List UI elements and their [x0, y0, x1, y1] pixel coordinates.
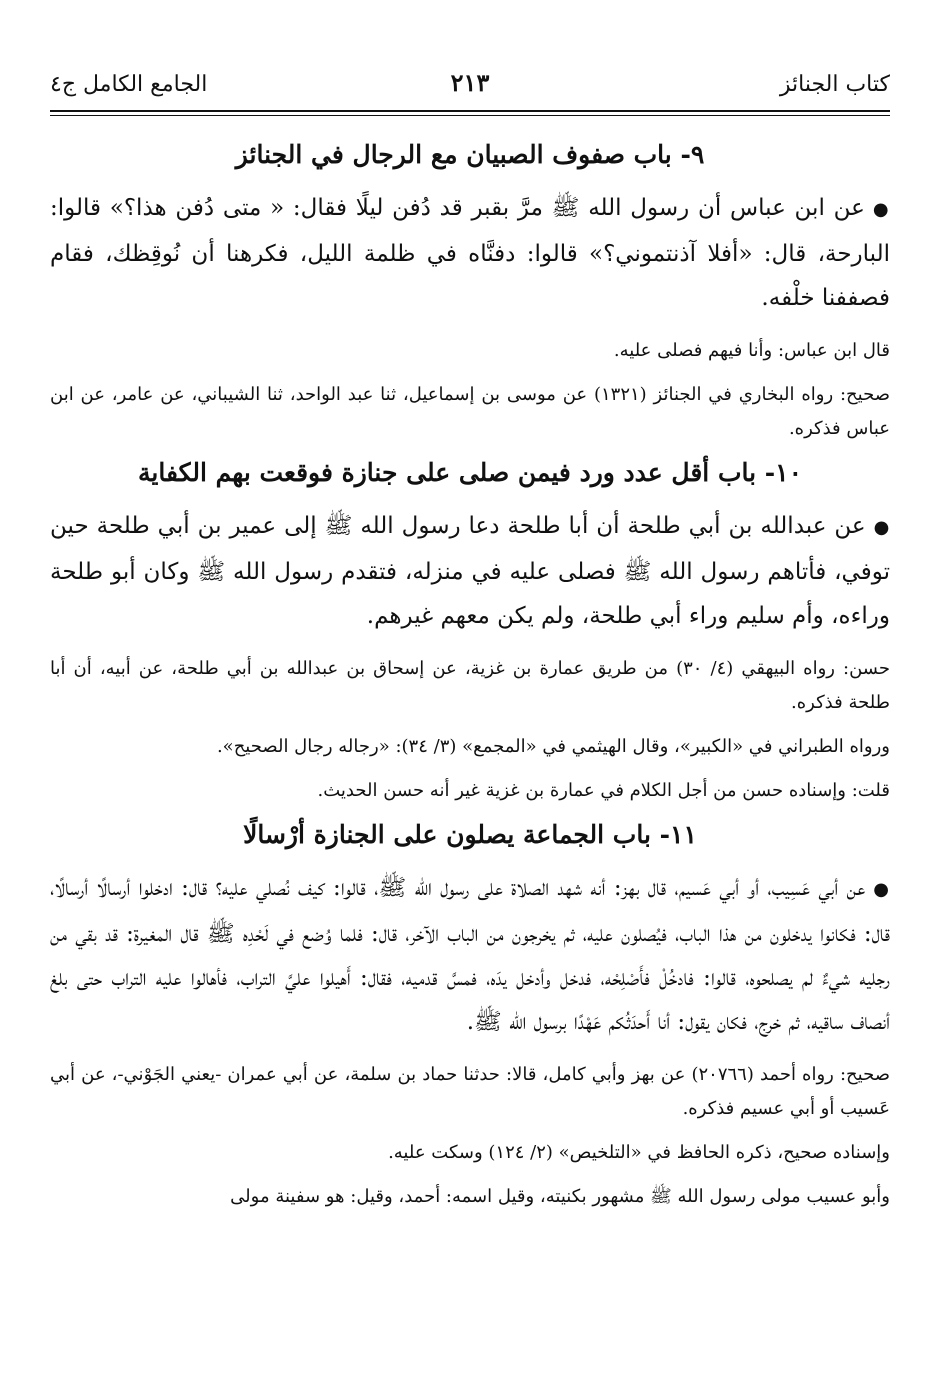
work-title: الجامع الكامل ج٤ — [50, 72, 208, 97]
bullet-icon: ● — [873, 517, 890, 538]
commentary-note: صحيح: رواه البخاري في الجنائز (١٣٢١) عن موسى بن إسماعيل، ثنا عبد الواحد، ثنا الشيباني، عن عامر، عن ابن عباس فذكره. — [50, 384, 890, 439]
bullet-icon: ● — [873, 879, 890, 900]
section-heading: ٩- باب صفوف الصبيان مع الرجال في الجنائز — [235, 140, 705, 169]
commentary-note: ورواه الطبراني في «الكبير»، وقال الهيثمي في «المجمع» (٣/ ٣٤): «رجاله رجال الصحيح». — [216, 736, 890, 757]
section-heading: ١٠- باب أقل عدد ورد فيمن صلى على جنازة فوقعت بهم الكفاية — [137, 458, 803, 487]
hadith-body: عن أبي عَسِيب، أو أبي عَسيم، قال بهز: أنه شهد الصلاة على رسول الله ﷺ، قالوا: كيف نُصلي عليه؟ قال: ادخلوا أرسالًا أرسالًا، قال: فكانوا يدخلون من هذا الباب، فيُصلون عليه، ثم يخرجون من الباب الآخر، قال: فلما وُضع في لَحْدِه ﷺ قال المغيرة: قد بقي من رجليه شيءٌ لم يصلحوه، قالوا: فادخُلْ فأَصْلِحْه، فدخل وأدخل يدَه، فمسَّ قدميه، فقال: أَهيلوا عليَّ التراب، فأهالوا عليه التراب حتى بلغ أنصاف ساقيه، ثم خرج، فكان يقول: أنا أَحدَثُكم عَهْدًا برسول الله ﷺ. — [50, 875, 890, 1035]
bullet-icon: ● — [872, 199, 890, 220]
section-heading: ١١- باب الجماعة يصلون على الجنازة أرْسالًا — [243, 820, 697, 849]
page-content — [50, 138, 890, 1224]
commentary-note: وإسناده صحيح، ذكره الحافظ في «التلخيص» (٢/ ١٢٤) وسكت عليه. — [388, 1142, 890, 1163]
commentary-note: قلت: وإسناده حسن من أجل الكلام في عمارة بن غزية غير أنه حسن الحديث. — [317, 780, 890, 801]
hadith-text — [50, 186, 890, 320]
running-head — [50, 66, 890, 106]
commentary-note: قال ابن عباس: وأنا فيهم فصلى عليه. — [613, 340, 890, 361]
commentary-note: صحيح: رواه أحمد (٢٠٧٦٦) عن بهز وأبي كامل، قالا: حدثنا حماد بن سلمة، عن أبي عمران -يعني الجَوْني-، عن أبي عَسيب أو أبي عسيم فذكره. — [50, 1064, 890, 1119]
commentary-note: حسن: رواه البيهقي (٤/ ٣٠) من طريق عمارة بن غزية، عن إسحاق بن عبدالله بن أبي طلحة، عن أبيه، أن أبا طلحة فذكره. — [50, 658, 890, 713]
hadith-text — [50, 866, 890, 1044]
commentary-note: وأبو عسيب مولى رسول الله ﷺ مشهور بكنيته، وقيل اسمه: أحمد، وقيل: هو سفينة مولى — [230, 1186, 890, 1207]
header-rule-thin — [50, 115, 890, 116]
hadith-body: عن ابن عباس أن رسول الله ﷺ مرَّ بقبر قد دُفن ليلًا فقال: « متى دُفن هذا؟» قالوا: البارحة، قال: «أفلا آذنتموني؟» قالوا: دفنَّاه في ظلمة الليل، فكرهنا أن نُوقِظك، فقام فصففنا خلْفه. — [50, 195, 890, 311]
page-number: ٢١٣ — [450, 68, 490, 97]
hadith-body: عن عبدالله بن أبي طلحة أن أبا طلحة دعا رسول الله ﷺ إلى عمير بن أبي طلحة حين توفي، فأتاهم رسول الله ﷺ فصلى عليه في منزله، فتقدم رسول الله ﷺ وكان أبو طلحة وراءه، وأم سليم وراء أبي طلحة، ولم يكن معهم غيرهم. — [50, 513, 890, 629]
hadith-text — [50, 504, 890, 638]
book-title: كتاب الجنائز — [779, 72, 890, 97]
header-rule-thick — [50, 110, 890, 112]
